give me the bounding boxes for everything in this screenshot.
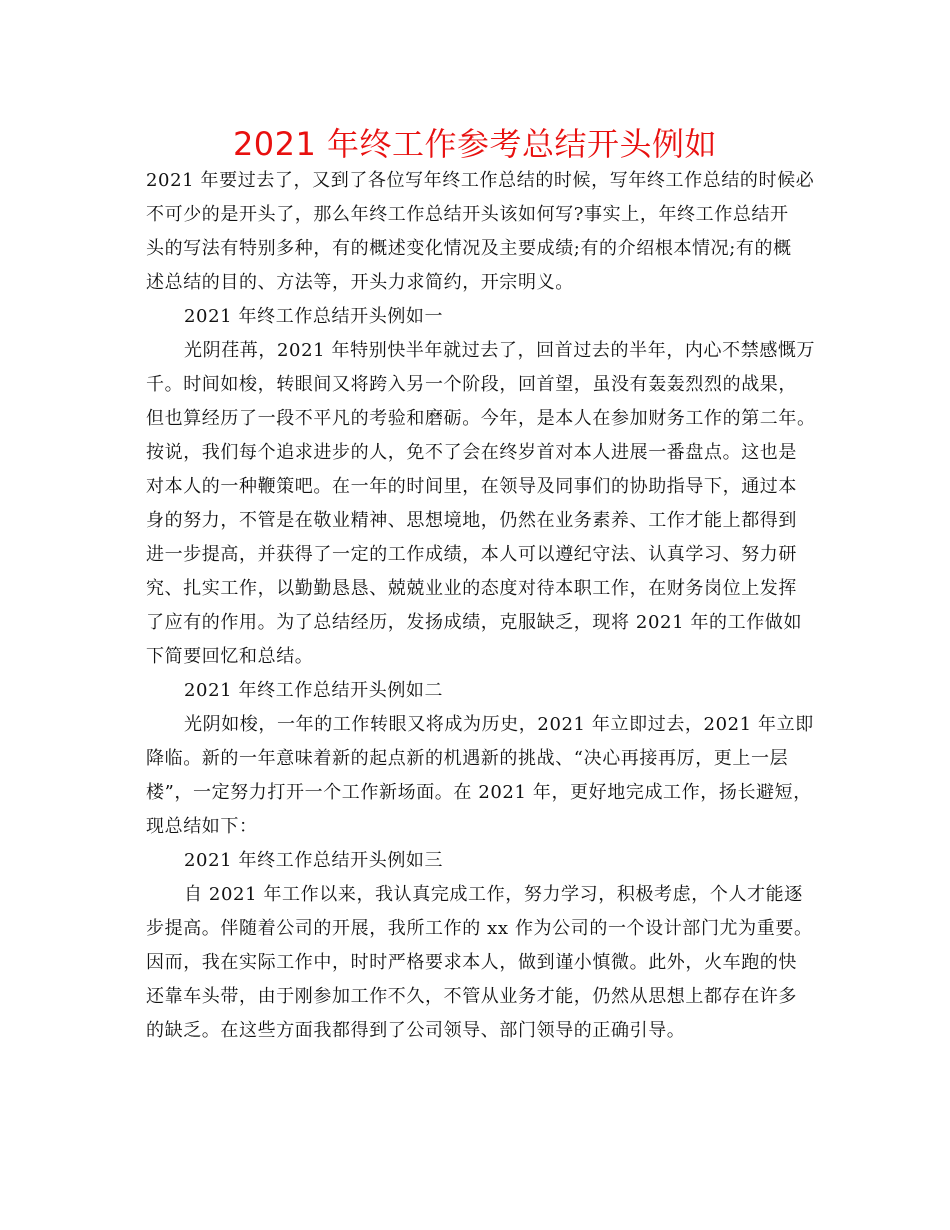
example3-line-5: 的缺乏。在这些方面我都得到了公司领导、部门领导的正确引导。 (146, 1020, 686, 1041)
intro-line-2: 不可少的是开头了，那么年终工作总结开头该如何写?事实上，年终工作总结开 (146, 204, 789, 225)
example3-line-3: 因而，我在实际工作中，时时严格要求本人，做到谨小慎微。此外，火车跑的快 (146, 952, 797, 973)
example1-line-4: 按说，我们每个追求进步的人，免不了会在终岁首对本人进展一番盘点。这也是 (146, 442, 797, 463)
document-title: 2021 年终工作参考总结开头例如 (232, 125, 718, 163)
example1-line-9: 了应有的作用。为了总结经历，发扬成绩，克服缺乏，现将 2021 年的工作做如 (146, 612, 803, 633)
example2-line-3: 楼”，一定努力打开一个工作新场面。在 2021 年，更好地完成工作，扬长避短， (146, 782, 812, 803)
intro-line-1: 2021 年要过去了，又到了各位写年终工作总结的时候，写年终工作总结的时候必 (146, 170, 815, 191)
intro-line-3: 头的写法有特别多种，有的概述变化情况及主要成绩;有的介绍根本情况;有的概 (146, 238, 792, 259)
example2-line-4: 现总结如下： (146, 816, 258, 837)
example3-line-1: 自 2021 年工作以来，我认真完成工作，努力学习，积极考虑，个人才能逐 (184, 884, 803, 905)
example1-line-1: 光阴荏苒，2021 年特别快半年就过去了，回首过去的半年，内心不禁感慨万 (184, 340, 816, 361)
example3-line-4: 还靠车头带，由于刚参加工作不久，不管从业务才能，仍然从思想上都存在许多 (146, 986, 797, 1007)
example1-line-5: 对本人的一种鞭策吧。在一年的时间里，在领导及同事们的协助指导下，通过本 (146, 476, 797, 497)
example1-line-2: 千。时间如梭，转眼间又将跨入另一个阶段，回首望，虽没有轰轰烈烈的战果， (146, 374, 797, 395)
example1-line-7: 进一步提高，并获得了一定的工作成绩，本人可以遵纪守法、认真学习、努力研 (146, 544, 797, 565)
section-heading-2: 2021 年终工作总结开头例如二 (184, 680, 444, 701)
example3-line-2: 步提高。伴随着公司的开展，我所工作的 xx 作为公司的一个设计部门尤为重要。 (146, 918, 813, 939)
example2-line-2: 降临。新的一年意味着新的起点新的机遇新的挑战、“决心再接再厉，更上一层 (146, 748, 789, 769)
example1-line-8: 究、扎实工作，以勤勤恳恳、兢兢业业的态度对待本职工作，在财务岗位上发挥 (146, 578, 797, 599)
document-body (146, 164, 814, 1048)
example2-line-1: 光阴如梭，一年的工作转眼又将成为历史，2021 年立即过去，2021 年立即 (184, 714, 814, 735)
section-heading-1: 2021 年终工作总结开头例如一 (184, 306, 444, 327)
intro-line-4: 述总结的目的、方法等，开头力求简约，开宗明义。 (146, 272, 574, 293)
example1-line-10: 下简要回忆和总结。 (146, 646, 314, 667)
example1-line-6: 身的努力，不管是在敬业精神、思想境地，仍然在业务素养、工作才能上都得到 (146, 510, 797, 531)
example1-line-3: 但也算经历了一段不平凡的考验和磨砺。今年，是本人在参加财务工作的第二年。 (146, 408, 816, 429)
section-heading-3: 2021 年终工作总结开头例如三 (184, 850, 444, 871)
